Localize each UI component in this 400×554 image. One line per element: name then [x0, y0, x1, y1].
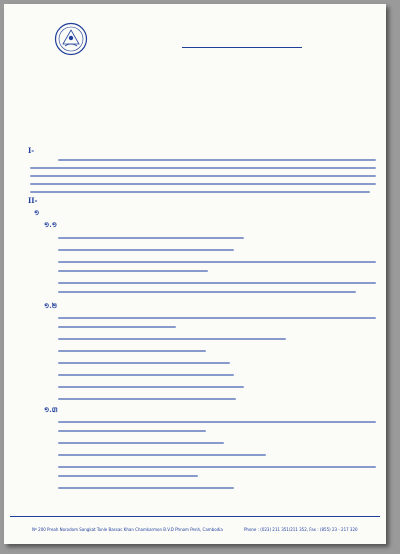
text-line [58, 466, 376, 468]
text-line [58, 362, 230, 364]
text-line [30, 183, 376, 185]
header-divider [182, 47, 302, 48]
subsection-heading-1-3: ១.៣ [44, 405, 58, 414]
text-line [58, 270, 208, 272]
document-page [4, 4, 386, 544]
text-line [58, 487, 234, 489]
text-line [58, 237, 244, 239]
section-heading-2: II- [28, 196, 38, 205]
text-line [58, 282, 376, 284]
text-line [58, 386, 244, 388]
subsection-heading-1-1: ១.១ [44, 220, 58, 229]
text-line [30, 167, 376, 169]
footer-contact-english: Phone : (023) 211 351/211 352, Fax : (855) 23 - 217 320 [244, 527, 358, 532]
text-line [30, 175, 376, 177]
text-line [58, 398, 236, 400]
text-line [58, 421, 376, 423]
text-line [58, 291, 356, 293]
text-line [58, 374, 234, 376]
text-line [58, 454, 266, 456]
subsection-heading-1-2: ១.២ [44, 301, 58, 310]
text-line [58, 442, 224, 444]
footer-divider [10, 516, 380, 517]
text-line [58, 475, 198, 477]
text-line [58, 261, 376, 263]
text-line [58, 326, 176, 328]
text-line [58, 317, 376, 319]
text-line [58, 430, 206, 432]
ministry-emblem-icon [54, 22, 88, 56]
text-line [58, 249, 234, 251]
footer-address-english: Nº 200 Preah Norodom Sangkat Tonle Bassac Khan Chamkarmon B.V.D Phnom Penh, Cambodia [32, 527, 223, 532]
text-line [58, 350, 206, 352]
text-line [30, 191, 370, 193]
text-line [58, 338, 286, 340]
text-line [58, 159, 376, 161]
subsection-heading-1: ១ [34, 208, 40, 217]
section-heading-1: I- [28, 146, 35, 155]
